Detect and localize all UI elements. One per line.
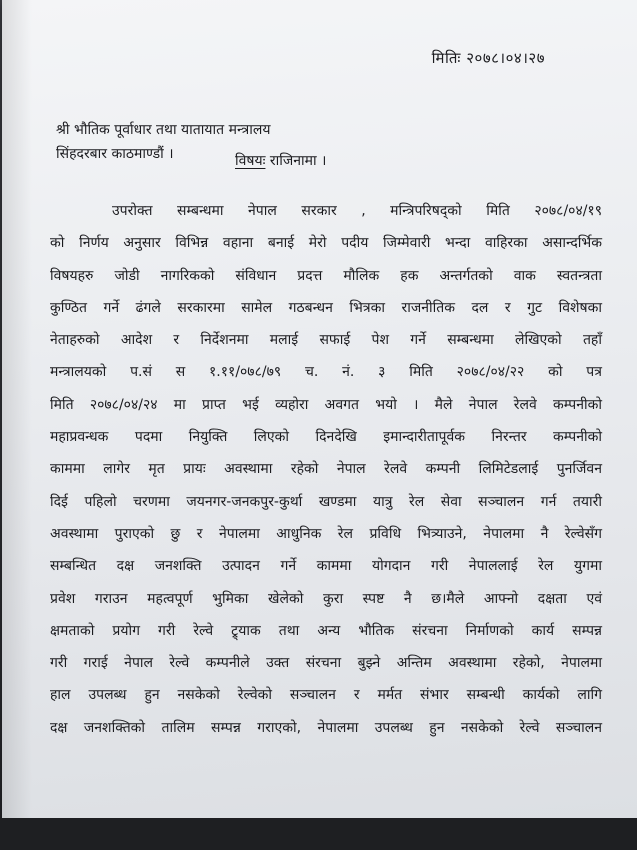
subject-label: विषयः [235,153,266,169]
subject-value: राजिनामा । [269,153,327,169]
body-line: सम्बन्धित दक्ष जनशक्ति उत्पादन गर्ने काममा योगदान गरी नेपाललाई रेल युगमा [50,558,602,575]
body-line: उपरोक्त सम्बन्धमा नेपाल सरकार , मन्त्रिपरिषद्को मिति २०७८/०४/१९ [112,203,602,219]
body-line: मिति २०७८/०४/२४ मा प्राप्त भई व्यहोरा अवगत भयो । मैले नेपाल रेलवे कम्पनीको [50,396,602,413]
body-line: महाप्रवन्धक पदमा नियुक्ति लिएको दिनदेखि इमान्दारीतापूर्वक निरन्तर कम्पनीको [50,429,602,446]
date-label: मितिः [431,49,461,67]
letter-date [432,48,545,68]
body-line: गरी गराई नेपाल रेल्वे कम्पनीले उक्त संरचना बुझ्ने अन्तिम अवस्थामा रहेको, नेपालमा [50,655,602,672]
letter-subject [235,151,326,170]
body-line: काममा लागेर मृत प्रायः अवस्थामा रहेको नेपाल रेलवे कम्पनी लिमिटेडलाई पुनर्जिवन [50,461,602,478]
body-line: नेताहरुको आदेश र निर्देशनमा मलाई सफाई पेश गर्ने सम्बन्धमा लेखिएको तहाँ [50,332,602,349]
body-line: मन्त्रालयको प.सं स १.११/०७८/७९ च. नं. ३ मिति २०७८/०४/२२ को पत्र [50,364,602,381]
body-line: दिई पहिलो चरणमा जयनगर-जनकपुर-कुर्था खण्डमा यात्रु रेल सेवा सञ्चालन गर्न तयारी [50,493,602,510]
body-line: हाल उपलब्ध हुन नसकेको रेल्वेको सञ्चालन र मर्मत संभार सम्बन्धी कार्यको लागि [50,687,602,704]
body-line: दक्ष जनशक्तिको तालिम सम्पन्न गराएको, नेपालमा उपलब्ध हुन नसकेको रेल्वे सञ्चालन [50,719,602,736]
recipient-address-line: सिंहदरबार काठमाण्डौं । [56,146,174,162]
date-value: २०७८।०४।२७ [466,49,545,67]
recipient-line: श्री भौतिक पूर्वाधार तथा यातायात मन्त्रालय [56,122,271,138]
paper-edge-shadow [2,0,32,818]
letter-paper [2,0,637,818]
letter-body [50,195,602,744]
body-line: प्रवेश गराउन महत्वपूर्ण भुमिका खेलेको कुरा स्पष्ट नै छ।मैले आफ्नो दक्षता एवं [50,590,602,607]
body-line: क्षमताको प्रयोग गरी रेल्वे ट्र्याक तथा अन्य भौतिक संरचना निर्माणको कार्य सम्पन्न [50,622,602,639]
background-surface [0,818,637,850]
body-line: कुण्ठित गर्ने ढंगले सरकारमा सामेल गठबन्धन भित्रका राजनीतिक दल र गुट विशेषका [50,299,602,316]
body-line: विषयहरु जोडी नागरिकको संविधान प्रदत्त मौलिक हक अन्तर्गतको वाक स्वतन्त्रता [50,267,602,284]
body-line: को निर्णय अनुसार विभिन्न वहाना बनाई मेरो पदीय जिम्मेवारी भन्दा वाहिरका असान्दर्भिक [50,235,602,252]
body-line: अवस्थामा पुराएको छु र नेपालमा आधुनिक रेल प्रविधि भित्र्याउने, नेपालमा नै रेल्वेसँग [50,525,602,542]
